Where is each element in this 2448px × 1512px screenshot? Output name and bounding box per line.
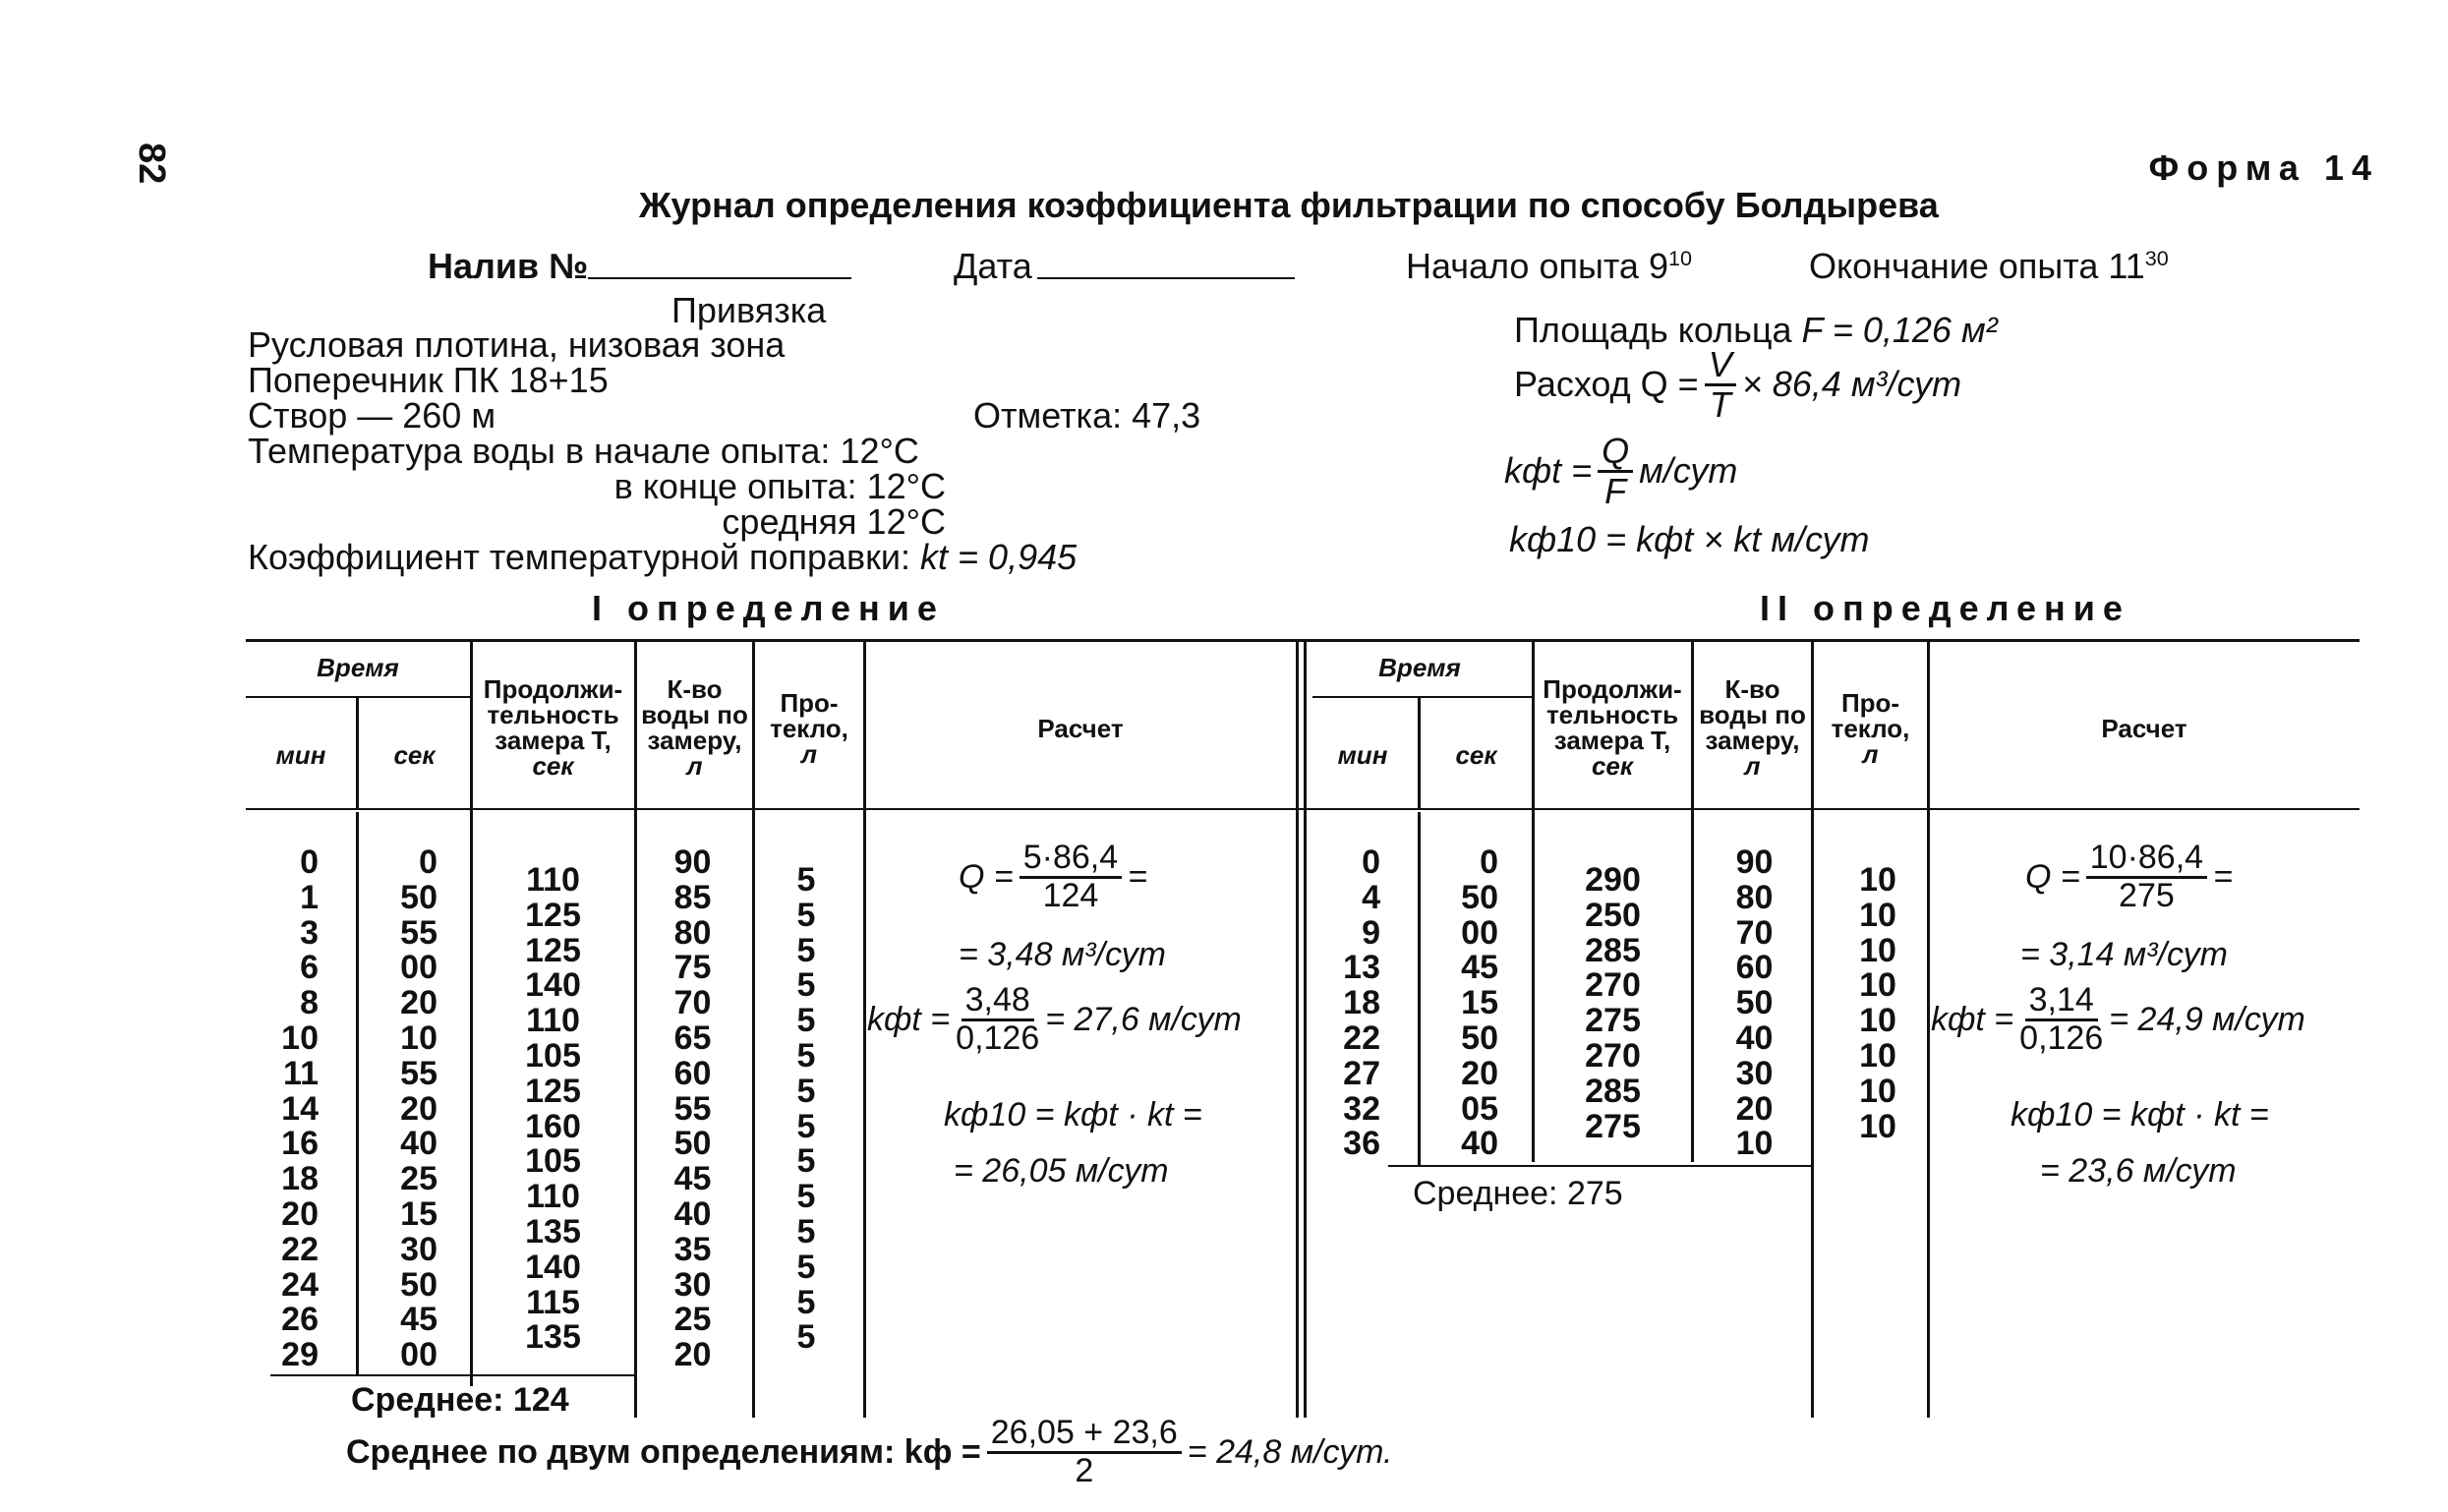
flow-formula (1514, 346, 1961, 424)
table-cell: 270 (1585, 966, 1641, 1005)
table-cell: 60 (673, 1054, 712, 1092)
table-cell: 40 (1735, 1018, 1774, 1057)
table-cell: 15 (400, 1194, 437, 1233)
th-duration-1-l4: сек (532, 751, 574, 781)
table-cell: 10 (1735, 1125, 1774, 1163)
def1-calc-k-den: 0,126 (956, 1018, 1040, 1057)
table-cell: 110 (526, 1002, 580, 1040)
temp-end: в конце опыта: 12°C (613, 466, 946, 506)
time-header-rule-1 (246, 696, 472, 698)
table-cell: 20 (1735, 1089, 1774, 1128)
table-cell: 10 (400, 1018, 437, 1057)
table-cell: 6 (300, 949, 319, 987)
table-cell: 8 (300, 984, 319, 1022)
th-sec-1-text: сек (393, 740, 436, 770)
th-water-1-l1: К-во (667, 674, 723, 704)
def2-calc-q-frac (2086, 841, 2207, 913)
table-cell: 5 (796, 1318, 816, 1357)
table-cell: 40 (673, 1194, 712, 1233)
table-cell: 5 (796, 1142, 816, 1181)
def2-calc-k-res: = 24,9 м/сут (2109, 1000, 2305, 1038)
th-water-1-l4: л (686, 751, 703, 781)
def1-sec-column (400, 845, 437, 1373)
th-min-1-text: мин (275, 740, 326, 770)
table-cell: 85 (673, 878, 712, 916)
table-cell: 90 (673, 843, 712, 881)
vline-min-sec-2 (1418, 812, 1421, 1166)
table-cell: 5 (796, 1283, 816, 1321)
th-duration-1-l3: замера T, (495, 726, 612, 755)
area-line (1514, 310, 1998, 351)
th-flowed-2 (1814, 690, 1927, 767)
table-header-bottom-rule (246, 808, 2360, 810)
def1-duration-column (521, 863, 585, 1356)
table-cell: 0 (419, 843, 437, 881)
area-value: F = 0,126 м² (1801, 310, 1998, 350)
table-cell: 80 (673, 913, 712, 952)
table-cell: 0 (300, 843, 319, 881)
table-cell: 275 (1585, 1107, 1641, 1145)
end-label (1809, 246, 2169, 287)
th-min-2 (1308, 742, 1418, 768)
def1-water-column (661, 845, 725, 1373)
table-cell: 45 (1461, 949, 1498, 987)
coef-label: Коэффициент температурной поправки: (248, 537, 921, 577)
th-water-2-l3: замеру, (1705, 726, 1800, 755)
naliv-text: Налив № (428, 246, 589, 286)
table-cell: 5 (796, 1248, 816, 1286)
th-water-2 (1694, 676, 1811, 779)
table-cell: 32 (1343, 1089, 1380, 1128)
table-cell: 140 (525, 966, 581, 1005)
def1-calc-k-res: = 27,6 м/сут (1045, 1000, 1242, 1038)
th-calc-2-text: Расчет (2101, 714, 2187, 743)
table-cell: 270 (1585, 1036, 1641, 1075)
footer-res: = 24,8 м/сут. (1187, 1432, 1393, 1471)
th-water-1 (637, 676, 752, 779)
table-cell: 5 (796, 861, 816, 899)
table-cell: 25 (673, 1301, 712, 1339)
table-cell: 10 (281, 1018, 319, 1057)
def2-flowed-column (1848, 863, 1907, 1144)
table-cell: 16 (281, 1125, 319, 1163)
def1-average: Среднее: 124 (351, 1381, 569, 1419)
kf-rest: м/сут (1639, 450, 1738, 492)
def1-flowed-column (787, 863, 826, 1356)
table-cell: 18 (281, 1160, 319, 1198)
def1-calc-k-lhs: kфt = (867, 1000, 951, 1038)
th-sec-1 (359, 742, 470, 768)
th-calc-1-text: Расчет (1037, 714, 1124, 743)
end-text: Окончание опыта 11 (1809, 246, 2145, 286)
def1-average-rule (270, 1374, 634, 1376)
def2-calc-k-lhs: kфt = (1931, 1000, 2014, 1038)
coef-value: kt = 0,945 (920, 537, 1078, 577)
table-cell: 9 (1362, 913, 1380, 952)
table-cell: 50 (1735, 984, 1774, 1022)
th-flowed-1 (755, 690, 863, 767)
table-cell: 10 (1859, 1107, 1896, 1145)
page-title: Журнал определения коэффициента фильтрации по способу Болдырева (639, 185, 1939, 225)
table-top-rule (246, 639, 2360, 642)
kf-fraction (1598, 433, 1633, 510)
th-time-2-text: Время (1378, 653, 1461, 682)
th-sec-2-text: сек (1455, 740, 1497, 770)
def2-water-column (1722, 845, 1786, 1162)
footer-average (346, 1416, 1392, 1488)
th-sec-2 (1421, 742, 1532, 768)
def1-calc-q-result: = 3,48 м³/сут (959, 936, 1166, 973)
def2-duration-column (1581, 863, 1645, 1144)
def1-calc-q (959, 841, 1147, 913)
table-cell: 22 (281, 1230, 319, 1268)
def2-sec-column (1461, 845, 1498, 1162)
def2-calc-k-den: 0,126 (2019, 1018, 2104, 1057)
stvor: Створ — 260 м (248, 395, 496, 436)
table-cell: 110 (526, 861, 580, 899)
table-cell: 125 (525, 896, 581, 934)
table-cell: 10 (1859, 861, 1896, 899)
privyazka: Привязка (671, 290, 827, 330)
th-duration-2-l3: замера T, (1553, 726, 1671, 755)
table-cell: 105 (525, 1036, 581, 1075)
def1-calc-k10: kф10 = kфt · kt = (944, 1096, 1202, 1134)
flow-den: T (1709, 383, 1731, 425)
start-label (1406, 246, 1692, 287)
naliv-label (428, 246, 588, 287)
area-label: Площадь кольца (1514, 310, 1802, 350)
th-calc-1 (865, 716, 1296, 741)
th-time-1-text: Время (317, 653, 399, 682)
table-cell: 135 (525, 1318, 581, 1357)
th-flowed-1-l2: текло, (770, 714, 848, 743)
table-cell: 5 (796, 931, 816, 969)
table-cell: 00 (1461, 913, 1498, 952)
def2-calc-q (2025, 841, 2233, 913)
table-cell: 3 (300, 913, 319, 952)
table-cell: 10 (1859, 1072, 1896, 1110)
table-cell: 160 (525, 1107, 581, 1145)
table-cell: 55 (400, 1054, 437, 1092)
def2-calc-q-eq: = (2213, 857, 2233, 896)
table-cell: 45 (400, 1301, 437, 1339)
def2-calc-k10: kф10 = kфt · kt = (2011, 1096, 2269, 1134)
table-cell: 45 (673, 1160, 712, 1198)
def1-calc-k10-result: = 26,05 м/сут (954, 1152, 1169, 1190)
def2-calc-q-lhs: Q = (2025, 857, 2080, 896)
temp-start: Температура воды в начале опыта: 12°C (248, 431, 919, 471)
table-cell: 13 (1343, 949, 1380, 987)
table-cell: 135 (525, 1212, 581, 1250)
time-header-rule-2 (1312, 696, 1534, 698)
th-calc-2 (1929, 716, 2360, 741)
th-flowed-1-l3: л (800, 739, 818, 769)
table-cell: 20 (400, 984, 437, 1022)
def2-average-rule (1388, 1165, 1811, 1167)
th-flowed-2-l1: Про- (1840, 688, 1900, 718)
table-cell: 75 (673, 949, 712, 987)
table-cell: 25 (400, 1160, 437, 1198)
def2-calc-k10-result: = 23,6 м/сут (2040, 1152, 2237, 1190)
kf-lhs: kфt = (1504, 450, 1593, 492)
table-cell: 5 (796, 1212, 816, 1250)
table-cell: 00 (400, 1336, 437, 1374)
table-cell: 24 (281, 1265, 319, 1304)
th-flowed-2-l2: текло, (1831, 714, 1910, 743)
table-cell: 65 (673, 1018, 712, 1057)
table-cell: 275 (1585, 1002, 1641, 1040)
th-water-2-l2: воды по (1699, 700, 1806, 729)
flow-num: V (1705, 346, 1736, 386)
table-cell: 55 (400, 913, 437, 952)
def1-calc-q-lhs: Q = (959, 857, 1014, 896)
table-cell: 11 (283, 1054, 319, 1092)
table-cell: 250 (1585, 896, 1641, 934)
def1-calc-q-eq: = (1128, 857, 1148, 896)
kf-den: F (1604, 470, 1627, 511)
table-cell: 4 (1362, 878, 1380, 916)
th-water-1-l3: замеру, (647, 726, 742, 755)
location-line-2: Поперечник ПК 18+15 (248, 360, 609, 400)
table-cell: 0 (1362, 843, 1380, 881)
table-cell: 285 (1585, 1072, 1641, 1110)
coef-line (248, 537, 1077, 578)
table-cell: 285 (1585, 931, 1641, 969)
def2-calc-q-num: 10·86,4 (2086, 841, 2207, 879)
def2-calc-k-num: 3,14 (2025, 983, 2098, 1021)
table-cell: 10 (1859, 931, 1896, 969)
table-cell: 18 (1343, 984, 1380, 1022)
section-2-title: II определение (1760, 588, 2130, 628)
table-cell: 10 (1859, 1002, 1896, 1040)
def2-min-column (1343, 845, 1380, 1162)
flow-rest: × 86,4 м³/сут (1741, 364, 1962, 405)
table-cell: 50 (673, 1125, 712, 1163)
section-1-title: I определение (592, 588, 945, 628)
table-cell: 115 (526, 1283, 580, 1321)
vline-min-sec-1 (356, 812, 359, 1374)
table-cell: 5 (796, 896, 816, 934)
naliv-blank (588, 277, 851, 279)
table-cell: 5 (796, 1178, 816, 1216)
th-flowed-2-l3: л (1862, 739, 1879, 769)
kf-num: Q (1598, 433, 1633, 473)
table-cell: 30 (673, 1265, 712, 1304)
table-cell: 10 (1859, 1036, 1896, 1075)
table-cell: 290 (1585, 861, 1641, 899)
def2-calc-k-frac (2019, 983, 2103, 1056)
otmetka: Отметка: 47,3 (973, 395, 1201, 436)
def1-calc-q-den: 124 (1042, 876, 1099, 914)
th-water-1-l2: воды по (641, 700, 748, 729)
th-water-2-l4: л (1744, 751, 1761, 781)
table-cell: 70 (673, 984, 712, 1022)
th-time-2 (1308, 655, 1532, 680)
start-text: Начало опыта 9 (1406, 246, 1668, 286)
th-duration-1 (472, 676, 634, 779)
th-min-2-text: мин (1337, 740, 1388, 770)
def2-average: Среднее: 275 (1413, 1175, 1623, 1212)
footer-fraction (987, 1416, 1182, 1488)
table-cell: 5 (796, 1107, 816, 1145)
table-cell: 35 (673, 1230, 712, 1268)
th-water-2-l1: К-во (1724, 674, 1780, 704)
th-duration-1-l2: тельность (487, 700, 619, 729)
def2-calc-q-den: 275 (2119, 876, 2175, 914)
table-cell: 125 (525, 931, 581, 969)
def1-min-column (281, 845, 319, 1373)
table-cell: 29 (281, 1336, 319, 1374)
kf-formula (1504, 433, 1737, 510)
table-cell: 27 (1343, 1054, 1380, 1092)
form-label: Форма 14 (2148, 147, 2379, 188)
def1-calc-k (867, 983, 1242, 1056)
table-cell: 5 (796, 1072, 816, 1110)
table-cell: 110 (526, 1178, 580, 1216)
table-cell: 20 (400, 1089, 437, 1128)
def1-calc-q-frac (1020, 841, 1122, 913)
table-cell: 30 (400, 1230, 437, 1268)
table-cell: 5 (796, 1002, 816, 1040)
table-cell: 70 (1735, 913, 1774, 952)
def1-calc-k-num: 3,48 (962, 983, 1034, 1021)
table-cell: 80 (1735, 878, 1774, 916)
table-cell: 20 (673, 1336, 712, 1374)
th-min-1 (246, 742, 356, 768)
footer-label: Среднее по двум определениям: kф = (346, 1432, 981, 1471)
table-cell: 26 (281, 1301, 319, 1339)
date-label: Дата (954, 246, 1032, 286)
th-duration-2 (1534, 676, 1691, 779)
table-cell: 50 (1461, 878, 1498, 916)
table-cell: 50 (400, 878, 437, 916)
table-cell: 10 (1859, 896, 1896, 934)
table-cell: 125 (525, 1072, 581, 1110)
end-sup: 30 (2144, 246, 2169, 270)
footer-num: 26,05 + 23,6 (987, 1416, 1182, 1454)
flow-label: Расход Q = (1514, 364, 1699, 405)
temp-avg: средняя 12°C (722, 501, 946, 542)
flow-fraction (1705, 346, 1736, 424)
th-duration-2-l4: сек (1591, 751, 1634, 781)
vline-double-1 (1296, 641, 1299, 1418)
footer-den: 2 (1075, 1451, 1094, 1489)
table-cell: 20 (281, 1194, 319, 1233)
def2-calc-q-result: = 3,14 м³/сут (2020, 936, 2228, 973)
table-cell: 50 (1461, 1018, 1498, 1057)
table-cell: 5 (796, 1036, 816, 1075)
vline-flowed-calc-2 (1927, 641, 1930, 1418)
table-cell: 1 (300, 878, 319, 916)
page-number: 82 (131, 143, 172, 185)
table-cell: 105 (525, 1142, 581, 1181)
table-cell: 30 (1735, 1054, 1774, 1092)
th-flowed-1-l1: Про- (780, 688, 839, 718)
kf10-formula: kф10 = kфt × kt м/сут (1509, 519, 1870, 559)
date-blank (1037, 277, 1295, 279)
location-line-1: Русловая плотина, низовая зона (248, 324, 786, 365)
table-cell: 55 (673, 1089, 712, 1128)
th-duration-2-l1: Продолжи- (1543, 674, 1682, 704)
table-cell: 15 (1461, 984, 1498, 1022)
table-cell: 140 (525, 1248, 581, 1286)
start-sup: 10 (1667, 246, 1692, 270)
table-cell: 36 (1343, 1125, 1380, 1163)
def1-calc-k-frac (956, 983, 1039, 1056)
table-cell: 50 (400, 1265, 437, 1304)
th-duration-2-l2: тельность (1545, 700, 1679, 729)
table-cell: 20 (1461, 1054, 1498, 1092)
table-cell: 14 (281, 1089, 319, 1128)
table-cell: 60 (1735, 949, 1774, 987)
vline-double-2 (1304, 641, 1307, 1418)
table-cell: 0 (1480, 843, 1498, 881)
table-cell: 22 (1343, 1018, 1380, 1057)
vline-flowed-calc-1 (863, 641, 866, 1418)
table-cell: 10 (1859, 966, 1896, 1005)
table-cell: 90 (1735, 843, 1774, 881)
th-time-1 (246, 655, 470, 680)
table-cell: 5 (796, 966, 816, 1005)
def1-calc-q-num: 5·86,4 (1020, 841, 1122, 879)
table-cell: 40 (400, 1125, 437, 1163)
table-cell: 00 (400, 949, 437, 987)
table-cell: 05 (1461, 1089, 1498, 1128)
table-cell: 40 (1461, 1125, 1498, 1163)
th-duration-1-l1: Продолжи- (483, 674, 623, 704)
def2-calc-k (1931, 983, 2305, 1056)
